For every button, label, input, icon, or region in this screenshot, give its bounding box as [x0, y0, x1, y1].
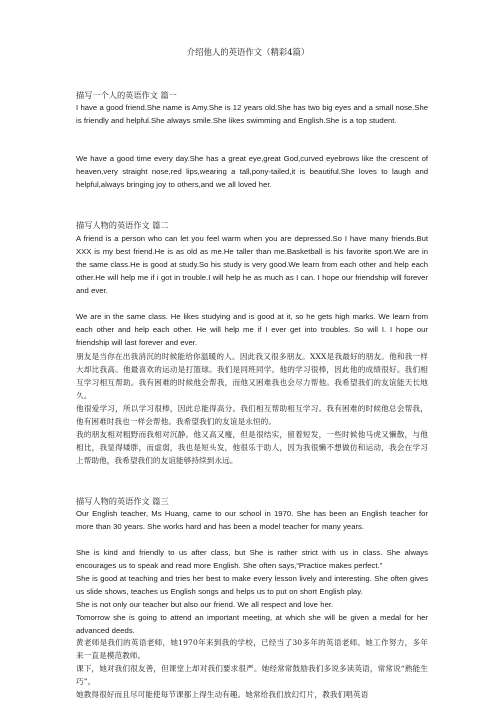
- paragraph: She is kind and friendly to us after class, but She is rather strict with us in class. She always encourages us to speak and read more English. She often says,“Practice makes perfect.”: [76, 548, 428, 570]
- section-heading: 描写人物的英语作文 篇二: [76, 220, 169, 230]
- paragraph: 课下，她对我们很友善，但课堂上却对我们要求很严。她经常常鼓励我们多说多读英语，常常说“熟能生巧”。: [76, 664, 428, 686]
- paragraph: A friend is a person who can let you feel warm when you are depressed.So I have many friends.But XXX is my best friend.He is as old as me.He taller than me.Basketball is his favorite sport.We are in the same class.He is good at study.So his study is very good.We learn from each other and help each other.He will help me if i got in trouble.I will help he as much as I can. I hope our friendship will forever and ever.: [76, 234, 428, 295]
- document-title: 介绍他人的英语作文（精彩4篇）: [186, 47, 310, 57]
- paragraph: Tomorrow she is going to attend an important meeting, at which she will be given a medal for her advanced deeds.: [76, 613, 428, 635]
- paragraph: 她教得很好而且尽可能使每节课都上得生动有趣。她常给我们放幻灯片，教我们唱英语: [76, 690, 369, 699]
- paragraph: 黄老师是我们的英语老师，她1970年来到我的学校，已经当了30多年的英语老师。她工作努力，多年来一直是模范教师。: [76, 638, 428, 660]
- paragraph: 他很爱学习，所以学习很棒，因此总能得高分。我们相互帮助相互学习。我有困难的时候他总会帮我，他有困难时我也一样会帮他。我希望我们的友谊是永恒的。: [76, 404, 428, 426]
- section-heading: 描写一个人的英语作文 篇一: [76, 90, 177, 100]
- paragraph: I have a good friend.She name is Amy.She is 12 years old.She has two big eyes and a small nose.She is friendly and helpful.She always smile.She likes swimming and English.She is a top student.: [76, 103, 428, 125]
- paragraph: 朋友是当你在出我消沉的时候能给你温暖的人。因此我又很多朋友。XXX是我最好的朋友。他和我一样大却比我高。他最喜欢的运动是打篮球。我们是同班同学。他的学习很棒，因此他的成绩很好。我们相互学习相互帮助。我有困难的时候他会帮我，而他又困难我也会尽力帮他。我希望我们的友谊能天长地久。: [76, 352, 428, 400]
- paragraph: She is good at teaching and tries her best to make every lesson lively and interesting. She often gives us slide shows, teaches us English songs and helps us to put on short English play.: [76, 574, 428, 596]
- paragraph: We have a good time every day.She has a great eye,great God,curved eyebrows like the crescent of heaven,very straight nose,red lips,wearing a tall,pony-tailed,it is beautiful.She loves to laugh and helpful,always bringing joy to others,and we all loved her.: [76, 154, 428, 189]
- paragraph: Our English teacher, Ms Huang, came to our school in 1970. She has been an English teacher for more than 30 years. She works hard and has been a model teacher for many years.: [76, 509, 428, 531]
- paragraph: She is not only our teacher but also our friend. We all respect and love her.: [76, 600, 334, 609]
- paragraph: We are in the same class. He likes studying and is good at it, so he gets high marks. We learn from each other and help each other. He will help me if I ever get into troubles. So will I. I hope our friendship will last forever and ever.: [76, 312, 428, 347]
- section-heading: 描写人物的英语作文 篇三: [76, 496, 169, 506]
- paragraph: 我的朋友相对粗野而我相对沉静。他又高又瘦，但是很结实，留着短发，一些时候他马虎又懒散，与他相比，我显得矮胖，而虚弱，我也是短头发，他很乐于助人，因为我很懒不想做仿和运动，我会在学习上帮助他，我希望我们的友谊能够持续到永远。: [76, 430, 428, 465]
